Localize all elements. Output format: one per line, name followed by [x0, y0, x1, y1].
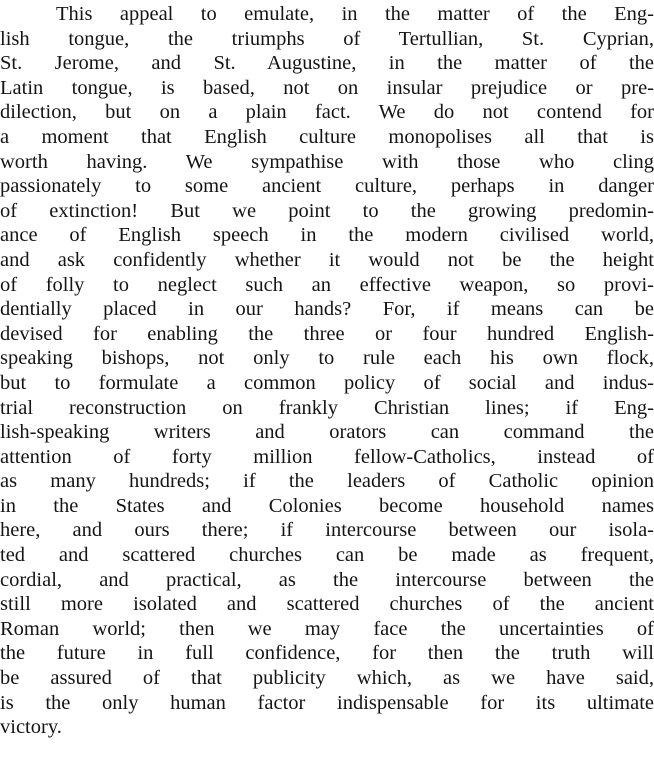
text-line: here, and ours there; if intercourse between our isola- [0, 519, 654, 542]
text-line: dilection, but on a plain fact. We do not contend for [0, 101, 654, 124]
text-line: attention of forty million fellow-Catholics, instead of [0, 445, 654, 468]
text-line: devised for enabling the three or four hundred English- [0, 322, 654, 345]
text-line: This appeal to emulate, in the matter of the Eng- [56, 3, 654, 25]
text-line: be assured of that publicity which, as we have said, [0, 667, 654, 690]
text-line: victory. [0, 716, 62, 739]
text-line: as many hundreds; if the leaders of Catholic opinion [0, 470, 654, 493]
text-line: is the only human factor indispensable for its ultimate [0, 691, 654, 714]
text-line: ance of English speech in the modern civilised world, [0, 224, 654, 247]
text-line: but to formulate a common policy of social and indus- [0, 371, 654, 394]
text-line: ted and scattered churches can be made as frequent, [0, 544, 654, 567]
text-line: the future in full confidence, for then the truth will [0, 642, 654, 665]
text-line: cordial, and practical, as the intercourse between the [0, 568, 654, 591]
text-line: passionately to some ancient culture, perhaps in danger [0, 175, 654, 198]
text-line: speaking bishops, not only to rule each his own flock, [0, 347, 654, 370]
text-line: lish tongue, the triumphs of Tertullian, St. Cyprian, [0, 27, 654, 50]
text-line: dentially placed in our hands? For, if means can be [0, 298, 654, 321]
body-paragraph [0, 2, 654, 740]
text-line: St. Jerome, and St. Augustine, in the matter of the [0, 52, 654, 75]
text-line: Latin tongue, is based, not on insular prejudice or pre- [0, 76, 654, 99]
text-line: a moment that English culture monopolises all that is [0, 125, 654, 148]
text-line: worth having. We sympathise with those who cling [0, 150, 654, 173]
text-line: of folly to neglect such an effective weapon, so provi- [0, 273, 654, 296]
text-line: still more isolated and scattered churches of the ancient [0, 593, 654, 616]
text-line: and ask confidently whether it would not be the height [0, 248, 654, 271]
text-line: in the States and Colonies become household names [0, 494, 654, 517]
text-line: of extinction! But we point to the growing predomin- [0, 199, 654, 222]
text-line: Roman world; then we may face the uncertainties of [0, 617, 654, 640]
text-line: lish-speaking writers and orators can command the [0, 421, 654, 444]
text-line: trial reconstruction on frankly Christian lines; if Eng- [0, 396, 654, 419]
